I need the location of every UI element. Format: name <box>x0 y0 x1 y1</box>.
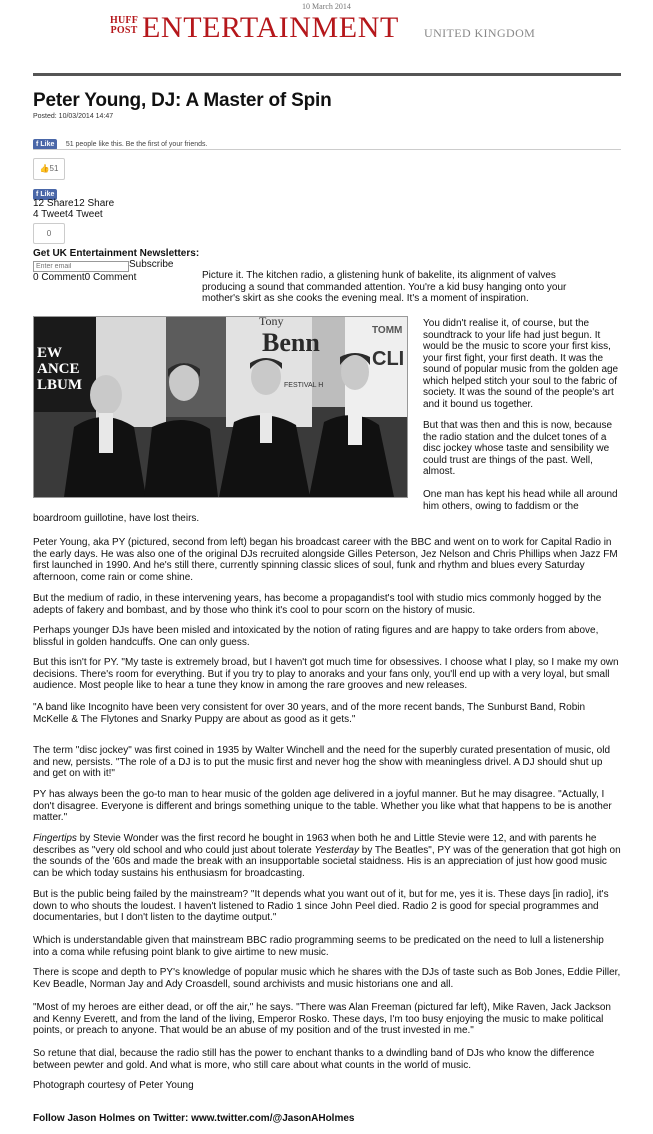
edition-label: UNITED KINGDOM <box>424 26 536 40</box>
paragraph-13: But is the public being failed by the mainstream? "It depends what you want out of it, but for me, yes it is. These days [in radio], it's down to who shouts the loudest. I haven't listened to Radio 1 since John Peel died. Radio 2 is good for special programmes and documentaries, but I don't listen to the daytime output." <box>33 889 609 923</box>
poster-text: Tony <box>259 317 284 328</box>
header-divider <box>33 73 621 76</box>
italic-title: Fingertips <box>33 833 77 844</box>
subscribe-button[interactable]: Subscribe <box>129 259 174 270</box>
logo-top-word: HUFF <box>109 15 139 26</box>
poster-text: FESTIVAL H <box>284 382 324 389</box>
paragraph-8: But this isn't for PY. "My taste is extremely broad, but I haven't got much time for obsessives. I choose what I play, so I make my own decisions. There's room for everything. But if you try to play to anoraks and your fans only, you'll end up with a very loyal, but small audience. Most people like to hear a tune they know in among the rare grooves and new releases. <box>33 657 619 691</box>
paragraph-2: You didn't realise it, of course, but the soundtrack to your life had just begun. It would be the music to score your first kiss, your first fight, your first death. It was the sound of popular music from the golden age which helped stitch your soul to the fabric of society. It was the sound of the people's art and it bound us together. <box>423 318 619 410</box>
section-title: ENTERTAINMENT <box>142 11 399 44</box>
poster-text: TOMM <box>372 325 403 336</box>
facebook-like-label: Like <box>40 191 55 199</box>
facebook-like-count-text: 51 people like this. Be the first of your friends. <box>65 141 208 149</box>
article-title: Peter Young, DJ: A Master of Spin <box>33 90 332 111</box>
facebook-like-label: Like <box>40 141 55 149</box>
dateline: 10 March 2014 <box>302 2 351 11</box>
paragraph-5: Peter Young, aka PY (pictured, second from left) began his broadcast career with the BBC and went on to work for Capital Radio in the early days. He was also one of the original DJs recruited alongside Gilles Peterson, Jez Nelson and Chris Phillips when Jazz FM first launched in 1990. And he's still there, currently spinning classic slices of soul, funk and rhythm and blues every Saturday afternoon, come rain or come shine. <box>33 537 618 583</box>
paragraph-4-part-2: boardroom guillotine, have lost theirs. <box>33 513 200 524</box>
paragraph-intro: Picture it. The kitchen radio, a glistening hunk of bakelite, its alignment of valves producing a sound that commanded attention. You're a kid busy hanging onto your mother's skirt as she cooks the evening meal. It's a moment of inspiration. <box>202 270 567 304</box>
comment-count-box[interactable]: 0 <box>33 223 65 244</box>
posted-date: Posted: 10/03/2014 14:47 <box>33 113 114 120</box>
comment-count[interactable]: 0 Comment0 Comment <box>33 272 137 283</box>
paragraph-11: PY has always been the go-to man to hear music of the golden age delivered in a joyful manner. But he may disagree. "Actually, I don't disagree. Everyone is different and brings something unique to the table. Whether you like what that happens to be is another matter." <box>33 789 612 823</box>
italic-title: Yesterday <box>314 844 359 856</box>
paragraph-16: "Most of my heroes are either dead, or off the air," he says. "There was Alan Freeman (pictured far left), Mike Raven, Jack Jackson and Kenny Everett, and from the land of the living, Emperor Rosko. These days, I'm too busy enjoying the music to make political points, or preach to anyone. That would be an abuse of my position and of the trust invested in me." <box>33 1002 611 1036</box>
paragraph-text: by The Beatles", PY was of the generation that got high on the sounds of the '60s and made the break with an insupportable societal staidness. His is an appreciation of just how good music can be which today sustains his enthusiasm for broadcasting. <box>33 844 621 879</box>
paragraph-17: So retune that dial, because the radio still has the power to enchant thanks to a dwindling band of DJs who know the difference between pewter and gold. And what is more, who still care about what counts in the world of music. <box>33 1048 595 1071</box>
poster-text: ANCE <box>37 361 80 377</box>
paragraph-10: The term "disc jockey" was first coined in 1935 by Walter Winchell and the need for the superbly curated presentation of music, old and new, persists. "The role of a DJ is to put the music first and never hog the show with meaningless drivel. A DJ should shut up and get on with it!" <box>33 745 611 779</box>
paragraph-7: Perhaps younger DJs have been misled and intoxicated by the notion of rating figures and are happy to take orders from above, blissful in golden handcuffs. One can only guess. <box>33 625 599 648</box>
photo-illustration <box>34 317 407 497</box>
logo-bottom-word: POST <box>110 25 138 36</box>
paragraph-14: Which is understandable given that mainstream BBC radio programming seems to be predicated on the need to lull a listenership into a coma while refusing point blank to give airtime to new music. <box>33 935 604 958</box>
facebook-like-bar <box>33 136 621 147</box>
photo-credit: Photograph courtesy of Peter Young <box>33 1080 194 1091</box>
share-counts[interactable]: 12 Share12 Share <box>33 198 115 209</box>
paragraph-text: by Stevie Wonder was the first record he bought in 1963 when both he and Little Stevie were 12, and with parents he describes as "very old school and who could just about tolerate <box>33 833 597 856</box>
article-photo <box>33 316 408 498</box>
newsletter-title: Get UK Entertainment Newsletters: <box>33 248 200 259</box>
paragraph-15: There is scope and depth to PY's knowledge of popular music which he shares with the DJs of taste such as Bob Jones, Eddie Piller, Kev Beadle, Norman Jay and Ady Croasdell, sound archivists and music historians one and all. <box>33 967 621 990</box>
poster-text: Benn <box>262 328 320 357</box>
facebook-icon: f <box>36 191 39 199</box>
like-count-box[interactable] <box>33 158 65 180</box>
poster-text: LBUM <box>37 377 82 393</box>
tweet-counts[interactable]: 4 Tweet4 Tweet <box>33 209 103 220</box>
newsletter-email-input[interactable] <box>33 261 129 272</box>
paragraph-12 <box>33 833 621 879</box>
paragraph-9: "A band like Incognito have been very consistent for over 30 years, and of the more recent bands, The Sunburst Band, Robin McKelle & The Flytones and Snarky Puppy are about as good as it gets." <box>33 702 586 725</box>
poster-text: EW <box>37 345 63 361</box>
huffpost-logo <box>108 16 140 36</box>
poster-text: CLI <box>372 348 405 370</box>
paragraph-6: But the medium of radio, in these intervening years, has become a propagandist's tool with studio mics commonly hogged by the adepts of fakery and bombast, and by those who think it's cool to pour scorn on the history of music. <box>33 593 602 616</box>
like-count: 51 <box>49 164 59 173</box>
twitter-follow-link[interactable]: Follow Jason Holmes on Twitter: www.twitter.com/@JasonAHolmes <box>33 1113 355 1124</box>
paragraph-3: But that was then and this is now, because the radio station and the dulcet tones of a disc jockey whose taste and sensibility we could trust are things of the past. Well, almost. <box>423 420 613 477</box>
social-divider <box>33 149 621 150</box>
facebook-icon: f <box>36 141 39 149</box>
paragraph-4-part-1: One man has kept his head while all around him others, owing to faddism or the <box>423 489 618 512</box>
thumbs-up-icon: 👍 <box>39 164 50 173</box>
